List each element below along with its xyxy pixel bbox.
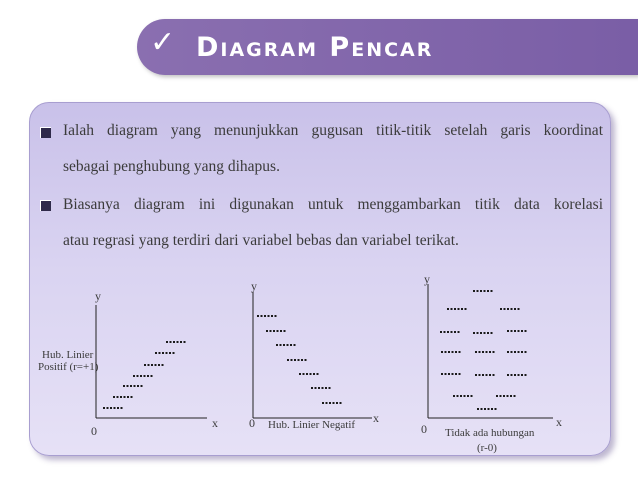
bullet-2-line-1: Biasanya diagram ini digunakan untuk menggambarkan titik data korelasi — [63, 196, 603, 213]
plot-1-caption-1: Hub. Linier — [42, 349, 94, 361]
plot-3-caption-2: (r-0) — [477, 442, 497, 454]
plot-3-points — [440, 291, 527, 409]
plot-3-x-label: x — [556, 415, 562, 429]
plot-3-y-label: y — [424, 272, 430, 286]
plot-1-points — [103, 342, 186, 408]
bullet-1-line-1: Ialah diagram yang menunjukkan gugusan titik-titik setelah garis koordinat — [63, 122, 603, 139]
plot-no-relation — [421, 272, 562, 454]
plot-2-y-label: y — [251, 279, 257, 293]
bullet-2-line-2: atau regrasi yang terdiri dari variabel bebas dan variabel terikat. — [63, 232, 459, 249]
plot-1-caption-2: Positif (r=+1) — [38, 361, 99, 373]
page-title: Diagram Pencar — [196, 32, 434, 63]
plot-3-origin: 0 — [421, 422, 427, 436]
plot-negative — [249, 279, 379, 431]
plot-1-x-label: x — [212, 416, 218, 430]
plot-1-origin: 0 — [91, 424, 97, 438]
plot-1-y-label: y — [95, 289, 101, 303]
plot-2-origin: 0 — [249, 416, 255, 430]
plot-3-caption-1: Tidak ada hubungan — [445, 427, 535, 439]
plot-positive — [38, 289, 218, 438]
check-icon: ✓ — [150, 25, 176, 60]
plot-2-points — [257, 316, 342, 403]
bullet-1-line-2: sebagai penghubung yang dihapus. — [63, 158, 280, 175]
plot-2-x-label: x — [373, 411, 379, 425]
plot-2-caption: Hub. Linier Negatif — [268, 419, 356, 431]
